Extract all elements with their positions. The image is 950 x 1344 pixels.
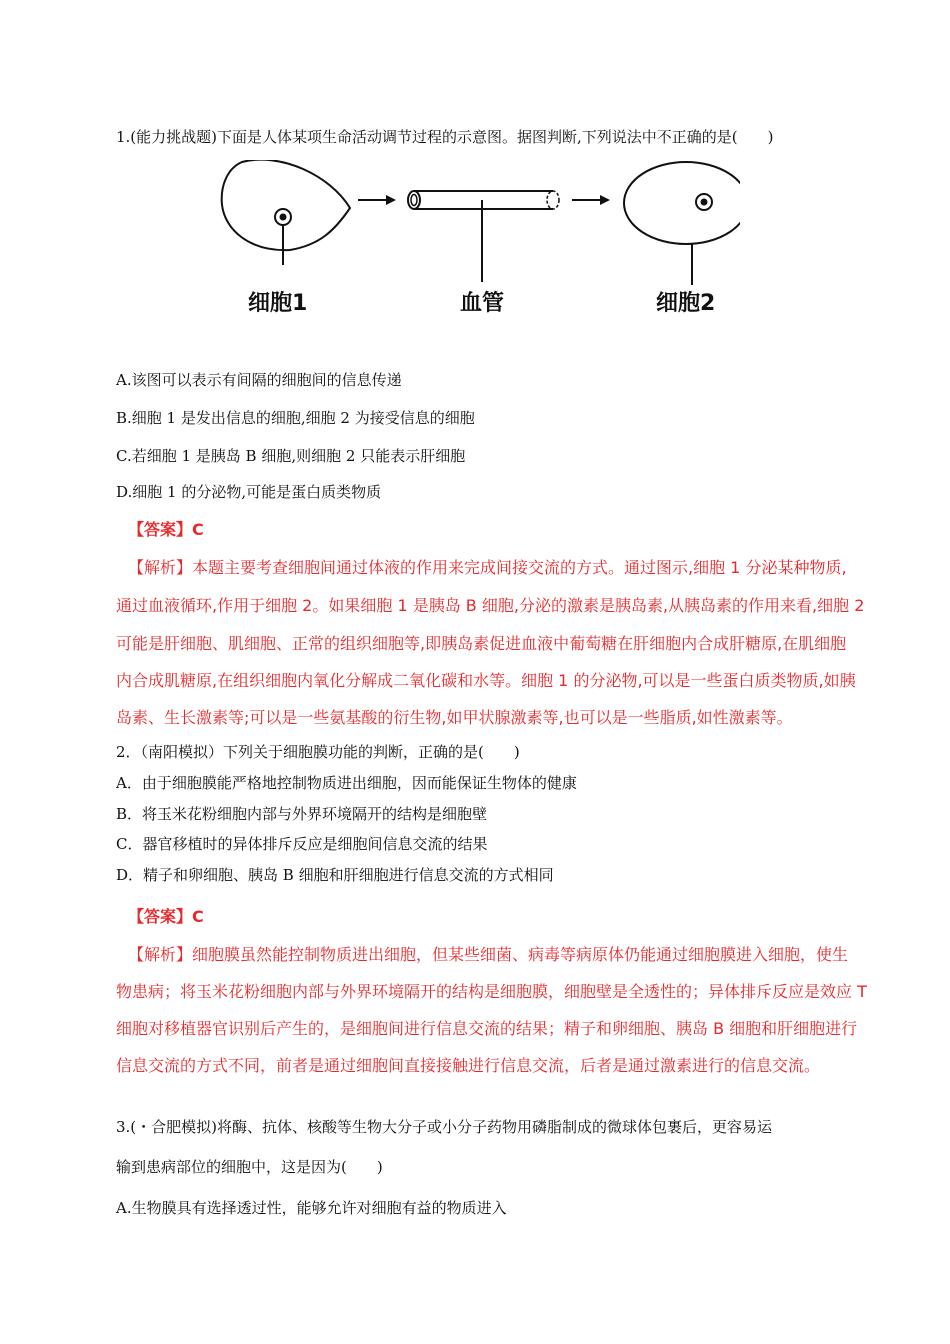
q1-explanation-line: 通过血液循环,作用于细胞 2。如果细胞 1 是胰岛 B 细胞,分泌的激素是胰岛素,从胰岛素的作用来看,细胞 2: [116, 596, 865, 615]
q3-stem-line: 输到患病部位的细胞中，这是因为( ): [116, 1158, 383, 1176]
q2-option-c: C．器官移植时的异体排斥反应是细胞间信息交流的结果: [116, 835, 488, 853]
q1-option-b: B.细胞 1 是发出信息的细胞,细胞 2 为接受信息的细胞: [116, 409, 475, 427]
q2-option-b: B．将玉米花粉细胞内部与外界环境隔开的结构是细胞壁: [116, 805, 488, 823]
q1-answer: 【答案】C: [128, 520, 204, 539]
q1-option-d: D.细胞 1 的分泌物,可能是蛋白质类物质: [116, 483, 382, 501]
label-cell1: 细胞1: [248, 291, 308, 316]
q3-stem-line: 3.(・合肥模拟)将酶、抗体、核酸等生物大分子或小分子药物用磷脂制成的微球体包裹后，更容易运: [116, 1118, 773, 1136]
q3-option-a: A.生物膜具有选择透过性，能够允许对细胞有益的物质进入: [116, 1199, 507, 1217]
q1-option-c: C.若细胞 1 是胰岛 B 细胞,则细胞 2 只能表示肝细胞: [116, 447, 466, 465]
cell2-shape: [624, 162, 740, 244]
q1-option-a: A.该图可以表示有间隔的细胞间的信息传递: [116, 371, 402, 389]
arrow-icon: [386, 195, 396, 205]
q1-explanation-line: 岛素、生长激素等;可以是一些氨基酸的衍生物,如甲状腺激素等,也可以是一些脂质,如性激素等。: [116, 708, 793, 727]
q2-explanation-line: 信息交流的方式不同，前者是通过细胞间直接接触进行信息交流，后者是通过激素进行的信息交流。: [116, 1056, 821, 1075]
q1-explanation-line: 内合成肌糖原,在组织细胞内氧化分解成二氧化碳和水等。细胞 1 的分泌物,可以是一些蛋白质类物质,如胰: [116, 671, 856, 690]
cell-signaling-diagram: [220, 160, 740, 330]
q2-answer: 【答案】C: [128, 907, 204, 926]
q1-explanation-line: 【解析】本题主要考查细胞间通过体液的作用来完成间接交流的方式。通过图示,细胞 1 分泌某种物质,: [128, 558, 847, 577]
label-blood-vessel: 血管: [460, 291, 505, 316]
q2-explanation-line: 【解析】细胞膜虽然能控制物质进出细胞，但某些细菌、病毒等病原体仍能通过细胞膜进入细胞，使生: [128, 945, 849, 964]
q2-explanation-line: 物患病；将玉米花粉细胞内部与外界环境隔开的结构是细胞膜，细胞壁是全透性的；异体排斥反应是效应 T: [116, 982, 867, 1001]
q2-option-a: A．由于细胞膜能严格地控制物质进出细胞，因而能保证生物体的健康: [116, 774, 577, 792]
q1-explanation-line: 可能是肝细胞、肌细胞、正常的组织细胞等,即胰岛素促进血液中葡萄糖在肝细胞内合成肝糖原,在肌细胞: [116, 634, 847, 653]
blood-vessel-tube: [408, 191, 559, 209]
cell1-shape: [222, 160, 350, 250]
q2-stem: 2．（南阳模拟）下列关于细胞膜功能的判断，正确的是( ): [116, 743, 520, 761]
label-cell2: 细胞2: [656, 291, 716, 316]
q1-stem: 1.(能力挑战题)下面是人体某项生命活动调节过程的示意图。据图判断,下列说法中不正确的是( ): [116, 128, 774, 146]
q2-explanation-line: 细胞对移植器官识别后产生的，是细胞间进行信息交流的结果；精子和卵细胞、胰岛 B 细胞和肝细胞进行: [116, 1019, 858, 1038]
arrow-icon: [600, 195, 610, 205]
q2-option-d: D．精子和卵细胞、胰岛 B 细胞和肝细胞进行信息交流的方式相同: [116, 866, 554, 884]
